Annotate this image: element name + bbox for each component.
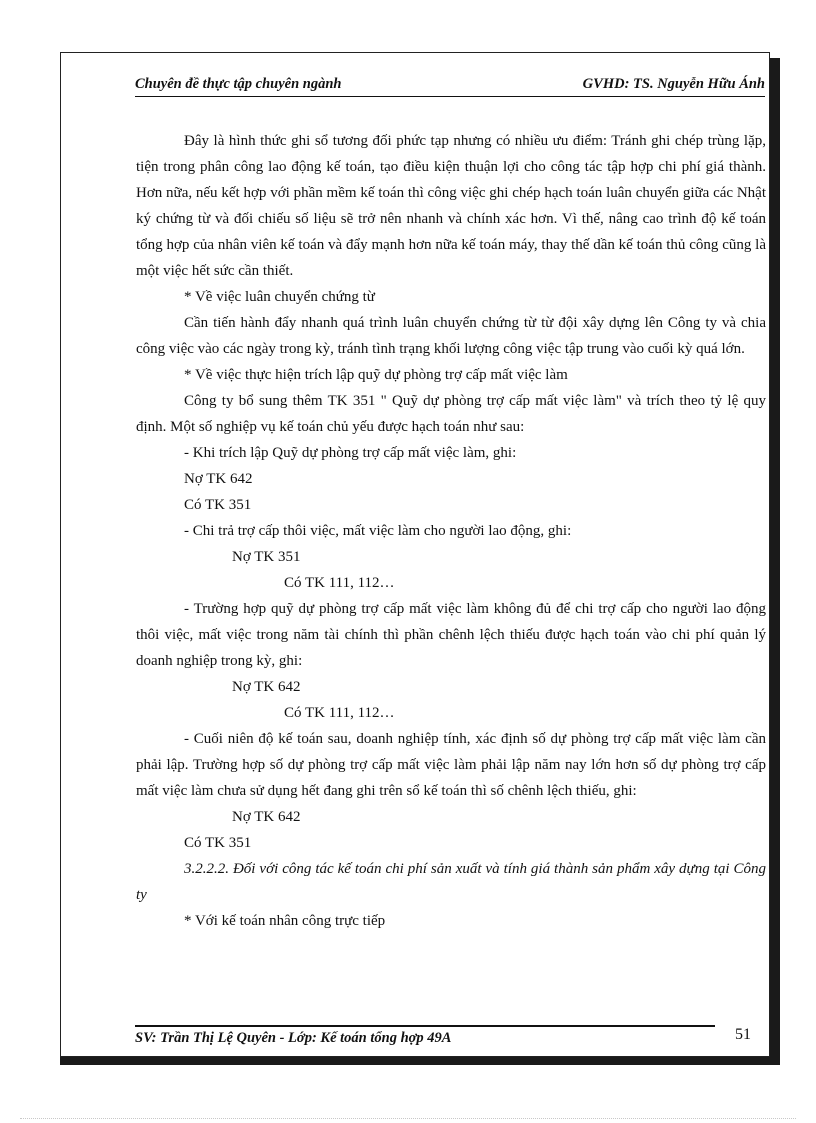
header-title: Chuyên đề thực tập chuyên ngành (135, 76, 342, 92)
page-header (135, 76, 765, 96)
heading-severance-fund: * Về việc thực hiện trích lập quỹ dự phòng trợ cấp mất việc làm (184, 367, 568, 383)
page-edge-dotted (20, 1118, 796, 1119)
page-shadow-bottom (60, 1057, 780, 1065)
entry-debit: Nợ TK 351 (232, 549, 301, 565)
entry-credit: Có TK 111, 112… (284, 705, 395, 721)
entry-credit: Có TK 351 (184, 497, 252, 513)
list-item-payment: - Chi trả trợ cấp thôi việc, mất việc làm cho người lao động, ghi: (184, 523, 572, 539)
page-number: 51 (735, 1026, 751, 1043)
header-rule (135, 96, 765, 97)
heading-direct-labor: * Với kế toán nhân công trực tiếp (184, 913, 386, 929)
paragraph-document-flow: Cần tiến hành đẩy nhanh quá trình luân chuyển chứng từ từ đội xây dựng lên Công ty và chia công việc vào các ngày trong kỳ, tránh tình trạng khối lượng công việc tập trung vào cuối kỳ quá lớn. (136, 315, 766, 357)
page-shadow-right (770, 58, 780, 1063)
entry-credit: Có TK 111, 112… (284, 575, 395, 591)
entry-credit: Có TK 351 (184, 835, 252, 851)
header-supervisor: GVHD: TS. Nguyễn Hữu Ánh (582, 76, 765, 92)
entry-debit: Nợ TK 642 (232, 809, 301, 825)
footer-student: SV: Trần Thị Lệ Quyên - Lớp: Kế toán tổng hợp 49A (135, 1030, 452, 1046)
paragraph-year-end: - Cuối niên độ kế toán sau, doanh nghiệp tính, xác định số dự phòng trợ cấp mất việc làm cần phải lập. Trường hợp số dự phòng trợ cấp mất việc làm phải lập năm nay lớn hơn số dự phòng trợ cấp mất việc làm chưa sử dụng hết đang ghi trên sổ kế toán thì số chênh lệch thiếu, ghi: (136, 731, 766, 799)
footer-rule (135, 1025, 715, 1027)
entry-debit: Nợ TK 642 (232, 679, 301, 695)
section-heading: 3.2.2.2. Đối với công tác kế toán chi phí sản xuất và tính giá thành sản phẩm xây dựng tại Công ty (136, 861, 766, 903)
heading-document-flow: * Về việc luân chuyển chứng từ (184, 289, 375, 305)
list-item-appropriation: - Khi trích lập Quỹ dự phòng trợ cấp mất việc làm, ghi: (184, 445, 517, 461)
paragraph-severance-fund: Công ty bổ sung thêm TK 351 " Quỹ dự phòng trợ cấp mất việc làm" và trích theo tỷ lệ quy định. Một số nghiệp vụ kế toán chủ yếu được hạch toán như sau: (136, 393, 766, 435)
paragraph-insufficient-fund: - Trường hợp quỹ dự phòng trợ cấp mất việc làm không đủ để chi trợ cấp cho người lao động thôi việc, mất việc trong năm tài chính thì phần chênh lệch thiếu được hạch toán vào chi phí quản lý doanh nghiệp trong kỳ, ghi: (136, 601, 766, 669)
page-body (136, 128, 766, 934)
entry-debit: Nợ TK 642 (184, 471, 253, 487)
paragraph-intro: Đây là hình thức ghi sổ tương đối phức tạp nhưng có nhiều ưu điểm: Tránh ghi chép trùng lặp, tiện trong phân công lao động kế toán, tạo điều kiện thuận lợi cho công tác tập hợp chi phí giá thành. Hơn nữa, nếu kết hợp với phần mềm kế toán thì công việc ghi chép hạch toán luân chuyển giữa các Nhật ký chứng từ và đối chiếu số liệu sẽ trở nên nhanh và chính xác hơn. Vì thế, nâng cao trình độ kế toán tổng hợp của nhân viên kế toán và đẩy mạnh hơn nữa kế toán máy, thay thế dần kế toán thủ công cũng là một việc hết sức cần thiết. (136, 133, 766, 279)
